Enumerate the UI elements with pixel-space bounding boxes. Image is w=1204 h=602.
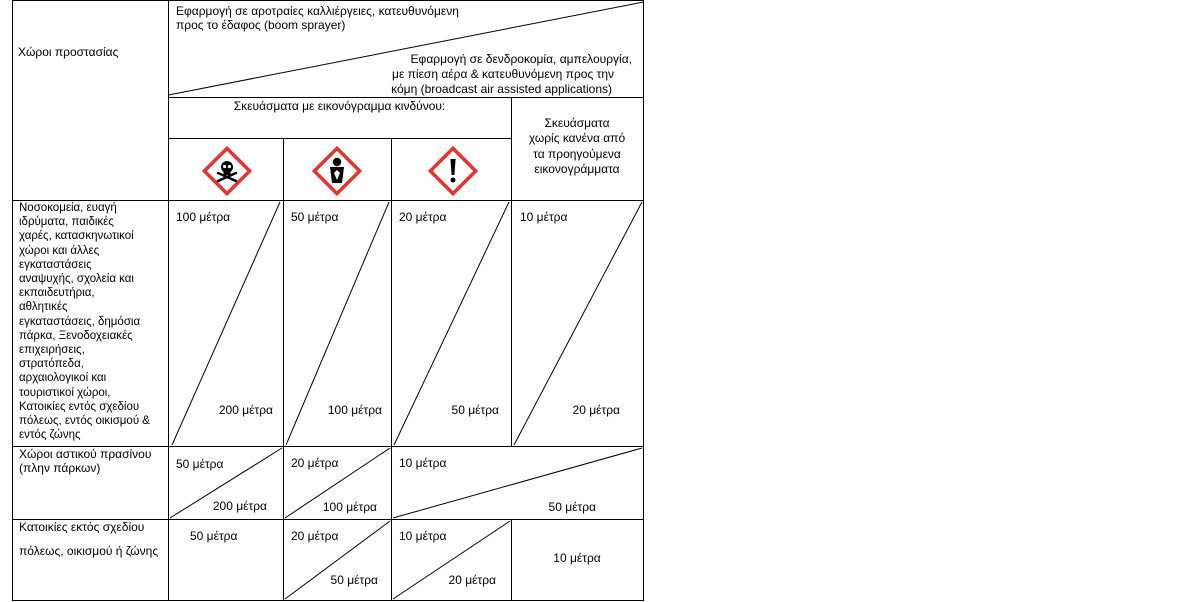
r2c1-boom-distance: 50 μέτρα [176,457,224,471]
exclamation-mark-icon [428,146,478,196]
row-label-sensitive-areas-line: στρατόπεδα, [19,358,84,371]
r1c1-air-distance: 200 μέτρα [218,403,273,417]
air-assisted-heading-line3: κόμη (broadcast air assisted applications) [391,82,612,96]
row-label-sensitive-areas-line: χώροι και άλλες [19,244,100,257]
row-label-sensitive-areas-line: χαρές, κατασκηνωτικοί [19,230,134,243]
air-assisted-heading-line1: Εφαρμογή σε δενδροκομία, αμπελουργία, [410,52,632,66]
no-pictogram-heading-line1: Σκευάσματα [544,116,610,130]
row-label-sensitive-areas-line: επιχειρήσεις, [19,344,85,356]
r1c1-boom-distance: 100 μέτρα [176,210,231,224]
r2c3-boom-distance: 10 μέτρα [399,456,447,470]
row-label-sensitive-areas-line: εγκαταστάσεις [19,258,92,271]
health-hazard-icon [312,146,362,196]
r3c3-air-distance: 20 μέτρα [448,573,496,587]
boom-sprayer-heading-line2: προς το έδαφος (boom sprayer) [176,18,346,32]
row-label-sensitive-areas-line: πάρκα, Ξενοδοχειακές [19,329,133,342]
row-label-sensitive-areas-line: Κατοικίες εντός σχεδίου [19,400,140,413]
r3c2-air-distance: 50 μέτρα [330,573,378,587]
row-label-sensitive-areas-line: πόλεως, εντός οικισμού & [19,415,150,427]
r1c2-boom-distance: 50 μέτρα [291,210,339,224]
no-pictogram-heading-line2: χωρίς κανένα από [528,131,626,145]
r3c4-distance: 10 μέτρα [553,551,601,565]
no-pictogram-heading-line4: εικονογράμματα [534,162,620,176]
row-label-sensitive-areas-line: τουριστικοί χώροι, [19,386,111,399]
row-label-sensitive-areas-line: αθλητικές [19,301,68,314]
row-label-sensitive-areas-line: εκπαιδευτήρια, [19,287,95,300]
row-label-sensitive-areas-line: αναψυχής, σχολεία και [19,273,134,285]
row-label-outside-plan-line2: πόλεως, οικισμού ή ζώνης [19,544,159,558]
protection-areas-header: Χώροι προστασίας [18,45,119,59]
row-label-sensitive-areas-line: ιδρύματα, παιδικές [19,216,114,229]
r3c3-boom-distance: 10 μέτρα [399,529,447,543]
r1c4-air-distance: 20 μέτρα [572,403,620,417]
row-label-sensitive-areas-line: Νοσοκομεία, ευαγή [19,202,117,214]
r1c3-air-distance: 50 μέτρα [451,403,499,417]
no-pictogram-heading-line3: τα προηγούμενα [533,147,621,161]
row-label-urban-green-line1: Χώροι αστικού πρασίνου [19,447,152,461]
r2c2-boom-distance: 20 μέτρα [291,456,339,470]
r1c3-boom-distance: 20 μέτρα [399,210,447,224]
skull-crossbones-icon [202,146,252,196]
air-assisted-heading-line2: με πίεση αέρα & κατευθυνόμενη προς την [392,67,614,81]
row-label-urban-green-line2: (πλην πάρκων) [19,461,101,475]
row-label-sensitive-areas-line: εγκαταστάσεις, δημόσια [19,315,141,328]
boom-sprayer-heading-line1: Εφαρμογή σε αροτραίες καλλιέργειες, κατευθυνόμενη [176,4,459,18]
row-label-outside-plan-line1: Κατοικίες εκτός σχεδίου [19,520,145,534]
pictogram-group-heading: Σκευάσματα με εικονόγραμμα κινδύνου: [233,99,446,113]
r2c2-air-distance: 100 μέτρα [322,500,377,514]
r3c2-boom-distance: 20 μέτρα [291,529,339,543]
r1c4-boom-distance: 10 μέτρα [520,210,568,224]
r3c1-distance: 50 μέτρα [190,529,238,543]
row-label-sensitive-areas-line: εντός ζώνης [19,429,81,442]
r2c1-air-distance: 200 μέτρα [212,499,267,513]
row-label-sensitive-areas-line: αρχαιολογικοί και [19,372,107,385]
r2c3-air-distance: 50 μέτρα [548,500,596,514]
r1c2-air-distance: 100 μέτρα [327,403,382,417]
